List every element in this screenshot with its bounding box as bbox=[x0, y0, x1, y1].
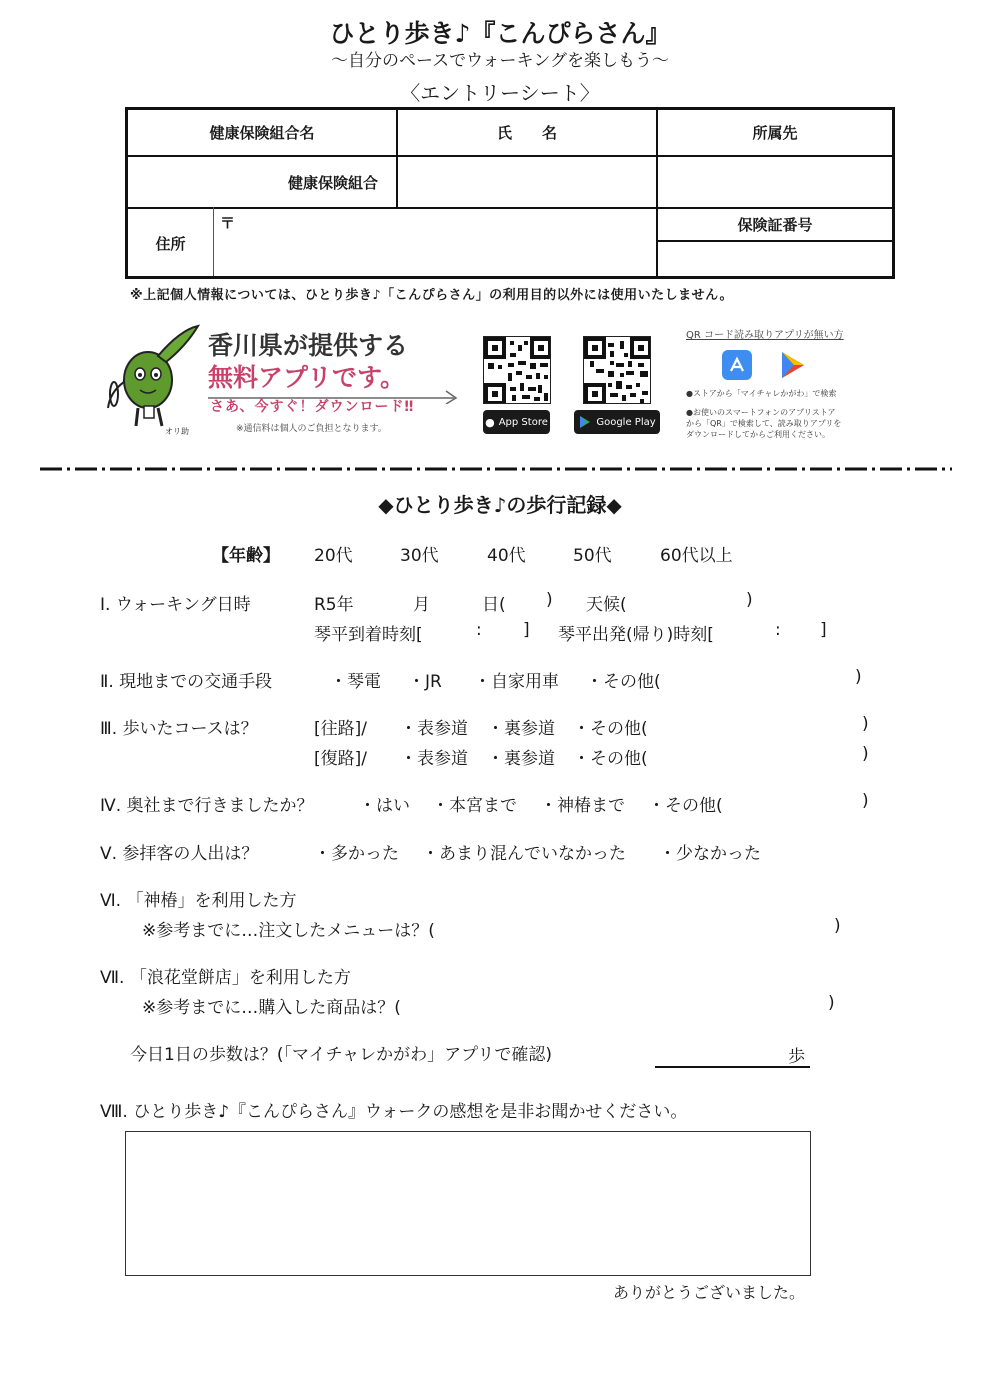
googleplay-icon[interactable] bbox=[776, 350, 808, 380]
apple-icon: ● bbox=[485, 415, 495, 429]
q1-weather-close: ) bbox=[746, 590, 753, 610]
mascot-name: オリ助 bbox=[165, 427, 189, 436]
q2-option-kotoden[interactable]: ・琴電 bbox=[330, 672, 381, 692]
col-affiliation-header: 所属先 bbox=[752, 124, 798, 142]
appstore-badge[interactable]: ● App Store bbox=[483, 410, 550, 434]
qr-note-title: QR コード読み取りアプリが無い方 bbox=[686, 330, 844, 341]
q5-label: Ⅴ. 参拝客の人出は？ bbox=[100, 844, 259, 864]
age-option-50s[interactable]: 50代 bbox=[573, 546, 612, 566]
page-title: ひとり歩き♪『こんぴらさん』 bbox=[329, 19, 671, 48]
q4-close: ) bbox=[862, 791, 869, 811]
cut-line bbox=[40, 467, 952, 471]
q1-month: 月 bbox=[413, 595, 430, 615]
q5-option-many[interactable]: ・多かった bbox=[314, 844, 399, 864]
promo-line-4: ※通信料は個人のご負担となります。 bbox=[236, 424, 387, 434]
promo-line-2: 無料アプリです。 bbox=[208, 363, 406, 392]
impression-textarea[interactable] bbox=[125, 1131, 811, 1276]
q3-outbound-close: ) bbox=[862, 714, 869, 734]
promo-line-1: 香川県が提供する bbox=[208, 331, 409, 360]
q3-return-close: ) bbox=[862, 744, 869, 764]
address-label: 住所 bbox=[155, 235, 186, 253]
name-field[interactable] bbox=[400, 158, 654, 205]
postal-mark: 〒 bbox=[220, 214, 236, 232]
q2-close: ) bbox=[855, 667, 862, 687]
q4-option-kamitsubaki[interactable]: ・神椿まで bbox=[540, 796, 625, 816]
promo-line-3: さあ、今すぐ！ダウンロード‼ bbox=[210, 399, 415, 415]
q1-day: 日( bbox=[482, 595, 506, 615]
q1-depart-colon: : bbox=[775, 620, 781, 640]
entry-table bbox=[125, 107, 895, 279]
googleplay-badge[interactable]: Google Play bbox=[574, 410, 660, 434]
age-label: 【年齢】 bbox=[212, 546, 280, 566]
insurance-suffix: 健康保険組合 bbox=[288, 174, 379, 192]
q8-label: Ⅷ. ひとり歩き♪『こんぴらさん』ウォークの感想を是非お聞かせください。 bbox=[100, 1102, 688, 1122]
q2-label: Ⅱ. 現地までの交通手段 bbox=[100, 672, 273, 692]
q2-option-car[interactable]: ・自家用車 bbox=[474, 672, 559, 692]
insurance-number-field[interactable] bbox=[660, 243, 890, 274]
steps-unit: 歩 bbox=[788, 1047, 805, 1067]
col-insurance-header: 健康保険組合名 bbox=[209, 124, 315, 142]
q6-label: Ⅵ. 「神椿」を利用した方 bbox=[100, 891, 297, 911]
q3-label: Ⅲ. 歩いたコースは？ bbox=[100, 719, 258, 739]
q7-label: Ⅶ. 「浪花堂餅店」を利用した方 bbox=[100, 968, 351, 988]
q1-day-close: ) bbox=[546, 590, 553, 610]
googleplay-qr-code[interactable] bbox=[583, 336, 651, 404]
store-note: ●ストアから「マイチャレかがわ」で検索 ●お使いのスマートフォンのアプリストア から「QR」で検索して、読み取りアプリを ダウンロードしてからご利用ください。 bbox=[686, 389, 842, 439]
insurance-number-label: 保険証番号 bbox=[737, 216, 813, 234]
q3-return-label: [復路]/ bbox=[314, 749, 367, 769]
q1-arrive-colon: : bbox=[476, 620, 482, 640]
q3-return-ura[interactable]: ・裏参道 bbox=[487, 749, 555, 769]
q1-depart: 琴平出発(帰り)時刻[ bbox=[558, 625, 714, 645]
q2-option-jr[interactable]: ・JR bbox=[408, 672, 442, 692]
appstore-qr-code[interactable] bbox=[483, 336, 551, 404]
q3-outbound-omote[interactable]: ・表参道 bbox=[400, 719, 468, 739]
q4-option-other[interactable]: ・その他( bbox=[648, 796, 723, 816]
privacy-notice: ※上記個人情報については、ひとり歩き♪「こんぴらさん」の利用目的以外には使用いたしません。 bbox=[130, 288, 733, 303]
record-title: ◆ひとり歩き♪の歩行記録◆ bbox=[378, 493, 622, 517]
q3-outbound-ura[interactable]: ・裏参道 bbox=[487, 719, 555, 739]
q5-option-few[interactable]: ・少なかった bbox=[659, 844, 761, 864]
q3-return-other[interactable]: ・その他( bbox=[573, 749, 648, 769]
q7-sub: ※参考までに…購入した商品は？( bbox=[142, 998, 401, 1018]
q5-option-moderate[interactable]: ・あまり混んでいなかった bbox=[422, 844, 626, 864]
mascot-illustration bbox=[100, 322, 200, 440]
q7-close: ) bbox=[828, 993, 835, 1013]
address-field[interactable] bbox=[228, 210, 653, 274]
q6-close: ) bbox=[834, 916, 841, 936]
q3-return-omote[interactable]: ・表参道 bbox=[400, 749, 468, 769]
q2-option-other[interactable]: ・その他( bbox=[586, 672, 661, 692]
q1-year: R5年 bbox=[314, 595, 354, 615]
steps-question: 今日1日の歩数は？(「マイチャレかがわ」アプリで確認) bbox=[130, 1045, 553, 1065]
q1-arrive-close: ] bbox=[523, 620, 530, 640]
col-name-header: 氏 名 bbox=[496, 124, 557, 142]
steps-input[interactable] bbox=[655, 1066, 810, 1068]
q3-outbound-label: [往路]/ bbox=[314, 719, 367, 739]
q6-sub: ※参考までに…注文したメニューは？( bbox=[142, 921, 435, 941]
thanks-text: ありがとうございました。 bbox=[613, 1283, 806, 1302]
page-subtitle: 〜自分のペースでウォーキングを楽しもう〜 bbox=[331, 51, 669, 71]
q3-outbound-other[interactable]: ・その他( bbox=[573, 719, 648, 739]
age-option-40s[interactable]: 40代 bbox=[487, 546, 526, 566]
q4-label: Ⅳ. 奥社まで行きましたか？ bbox=[100, 796, 314, 816]
q4-option-hongu[interactable]: ・本宮まで bbox=[432, 796, 517, 816]
age-option-60s-plus[interactable]: 60代以上 bbox=[660, 546, 733, 566]
q1-depart-close: ] bbox=[820, 620, 827, 640]
entry-sheet-label: 〈エントリーシート〉 bbox=[400, 81, 600, 105]
play-store-icon bbox=[578, 415, 592, 429]
q1-weather: 天候( bbox=[586, 595, 627, 615]
age-option-20s[interactable]: 20代 bbox=[314, 546, 353, 566]
q1-label: Ⅰ. ウォーキング日時 bbox=[100, 595, 251, 615]
q1-arrive: 琴平到着時刻[ bbox=[314, 625, 423, 645]
age-option-30s[interactable]: 30代 bbox=[400, 546, 439, 566]
q4-option-yes[interactable]: ・はい bbox=[359, 796, 410, 816]
appstore-icon[interactable] bbox=[722, 350, 752, 380]
affiliation-field[interactable] bbox=[660, 158, 890, 205]
